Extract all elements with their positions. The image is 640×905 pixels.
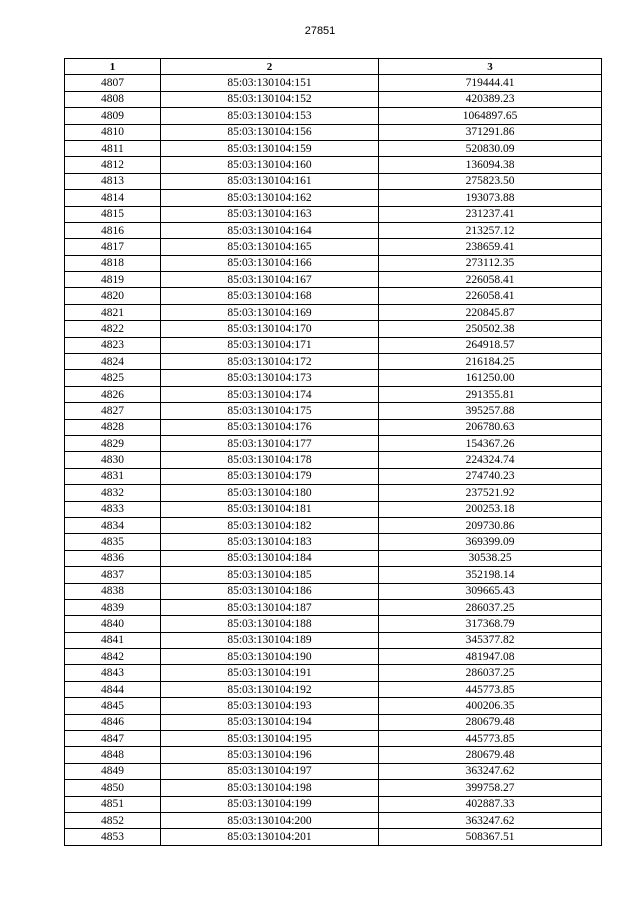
cadastral-number-cell: 85:03:130104:171 (161, 337, 379, 353)
value-cell: 400206.35 (379, 698, 602, 714)
value-cell: 154367.26 (379, 435, 602, 451)
value-cell: 264918.57 (379, 337, 602, 353)
table-row (65, 796, 602, 812)
row-number-cell: 4832 (65, 485, 161, 501)
row-number-cell: 4824 (65, 354, 161, 370)
table-row (65, 239, 602, 255)
row-number-cell: 4825 (65, 370, 161, 386)
cadastral-number-cell: 85:03:130104:156 (161, 124, 379, 140)
value-cell: 250502.38 (379, 321, 602, 337)
value-cell: 395257.88 (379, 403, 602, 419)
table-row (65, 354, 602, 370)
table-header-row (65, 59, 602, 75)
row-number-cell: 4815 (65, 206, 161, 222)
value-cell: 508367.51 (379, 829, 602, 845)
value-cell: 237521.92 (379, 485, 602, 501)
cadastral-number-cell: 85:03:130104:162 (161, 190, 379, 206)
table-row (65, 731, 602, 747)
value-cell: 213257.12 (379, 222, 602, 238)
cadastral-number-cell: 85:03:130104:193 (161, 698, 379, 714)
row-number-cell: 4851 (65, 796, 161, 812)
cadastral-number-cell: 85:03:130104:170 (161, 321, 379, 337)
table-row (65, 534, 602, 550)
table-row (65, 108, 602, 124)
table-row (65, 567, 602, 583)
cadastral-number-cell: 85:03:130104:174 (161, 386, 379, 402)
table-row (65, 386, 602, 402)
row-number-cell: 4853 (65, 829, 161, 845)
table-row (65, 337, 602, 353)
table-row (65, 649, 602, 665)
value-cell: 226058.41 (379, 272, 602, 288)
value-cell: 445773.85 (379, 731, 602, 747)
table-row (65, 75, 602, 91)
table-row (65, 665, 602, 681)
row-number-cell: 4808 (65, 91, 161, 107)
value-cell: 273112.35 (379, 255, 602, 271)
row-number-cell: 4846 (65, 714, 161, 730)
value-cell: 369399.09 (379, 534, 602, 550)
cadastral-number-cell: 85:03:130104:161 (161, 173, 379, 189)
table-row (65, 550, 602, 566)
value-cell: 719444.41 (379, 75, 602, 91)
row-number-cell: 4835 (65, 534, 161, 550)
row-number-cell: 4826 (65, 386, 161, 402)
table-row (65, 419, 602, 435)
row-number-cell: 4812 (65, 157, 161, 173)
table-row (65, 681, 602, 697)
registry-table (64, 58, 602, 846)
row-number-cell: 4822 (65, 321, 161, 337)
row-number-cell: 4827 (65, 403, 161, 419)
value-cell: 520830.09 (379, 140, 602, 156)
row-number-cell: 4830 (65, 452, 161, 468)
value-cell: 345377.82 (379, 632, 602, 648)
cadastral-number-cell: 85:03:130104:182 (161, 517, 379, 533)
value-cell: 161250.00 (379, 370, 602, 386)
column-header-2: 2 (161, 59, 379, 75)
row-number-cell: 4823 (65, 337, 161, 353)
value-cell: 216184.25 (379, 354, 602, 370)
cadastral-number-cell: 85:03:130104:160 (161, 157, 379, 173)
row-number-cell: 4814 (65, 190, 161, 206)
table-row (65, 698, 602, 714)
table-row (65, 812, 602, 828)
table-row (65, 501, 602, 517)
value-cell: 193073.88 (379, 190, 602, 206)
row-number-cell: 4810 (65, 124, 161, 140)
cadastral-number-cell: 85:03:130104:180 (161, 485, 379, 501)
table-row (65, 829, 602, 845)
cadastral-number-cell: 85:03:130104:163 (161, 206, 379, 222)
cadastral-number-cell: 85:03:130104:187 (161, 599, 379, 615)
value-cell: 481947.08 (379, 649, 602, 665)
value-cell: 445773.85 (379, 681, 602, 697)
table-row (65, 91, 602, 107)
row-number-cell: 4840 (65, 616, 161, 632)
table-body (65, 75, 602, 845)
row-number-cell: 4829 (65, 435, 161, 451)
cadastral-number-cell: 85:03:130104:175 (161, 403, 379, 419)
value-cell: 206780.63 (379, 419, 602, 435)
row-number-cell: 4834 (65, 517, 161, 533)
row-number-cell: 4845 (65, 698, 161, 714)
row-number-cell: 4847 (65, 731, 161, 747)
table-row (65, 140, 602, 156)
row-number-cell: 4850 (65, 780, 161, 796)
value-cell: 220845.87 (379, 304, 602, 320)
cadastral-number-cell: 85:03:130104:196 (161, 747, 379, 763)
row-number-cell: 4841 (65, 632, 161, 648)
table-row (65, 485, 602, 501)
table-row (65, 616, 602, 632)
row-number-cell: 4838 (65, 583, 161, 599)
table-row (65, 321, 602, 337)
cadastral-number-cell: 85:03:130104:185 (161, 567, 379, 583)
page-number: 27851 (304, 25, 336, 37)
row-number-cell: 4848 (65, 747, 161, 763)
row-number-cell: 4849 (65, 763, 161, 779)
cadastral-number-cell: 85:03:130104:178 (161, 452, 379, 468)
cadastral-number-cell: 85:03:130104:176 (161, 419, 379, 435)
table-row (65, 124, 602, 140)
value-cell: 238659.41 (379, 239, 602, 255)
value-cell: 420389.23 (379, 91, 602, 107)
cadastral-number-cell: 85:03:130104:194 (161, 714, 379, 730)
cadastral-number-cell: 85:03:130104:151 (161, 75, 379, 91)
table-row (65, 452, 602, 468)
table-row (65, 517, 602, 533)
value-cell: 30538.25 (379, 550, 602, 566)
value-cell: 352198.14 (379, 567, 602, 583)
row-number-cell: 4837 (65, 567, 161, 583)
value-cell: 280679.48 (379, 714, 602, 730)
cadastral-number-cell: 85:03:130104:201 (161, 829, 379, 845)
cadastral-number-cell: 85:03:130104:199 (161, 796, 379, 812)
cadastral-number-cell: 85:03:130104:165 (161, 239, 379, 255)
row-number-cell: 4839 (65, 599, 161, 615)
table-row (65, 206, 602, 222)
row-number-cell: 4843 (65, 665, 161, 681)
row-number-cell: 4836 (65, 550, 161, 566)
row-number-cell: 4809 (65, 108, 161, 124)
table-row (65, 403, 602, 419)
row-number-cell: 4852 (65, 812, 161, 828)
row-number-cell: 4833 (65, 501, 161, 517)
table-row (65, 304, 602, 320)
value-cell: 209730.86 (379, 517, 602, 533)
cadastral-number-cell: 85:03:130104:166 (161, 255, 379, 271)
table-row (65, 255, 602, 271)
row-number-cell: 4842 (65, 649, 161, 665)
table-row (65, 583, 602, 599)
cadastral-number-cell: 85:03:130104:200 (161, 812, 379, 828)
table-row (65, 747, 602, 763)
cadastral-number-cell: 85:03:130104:172 (161, 354, 379, 370)
value-cell: 286037.25 (379, 665, 602, 681)
table-row (65, 157, 602, 173)
value-cell: 286037.25 (379, 599, 602, 615)
cadastral-number-cell: 85:03:130104:164 (161, 222, 379, 238)
row-number-cell: 4816 (65, 222, 161, 238)
value-cell: 402887.33 (379, 796, 602, 812)
value-cell: 200253.18 (379, 501, 602, 517)
value-cell: 309665.43 (379, 583, 602, 599)
row-number-cell: 4820 (65, 288, 161, 304)
cadastral-number-cell: 85:03:130104:198 (161, 780, 379, 796)
value-cell: 399758.27 (379, 780, 602, 796)
value-cell: 224324.74 (379, 452, 602, 468)
value-cell: 291355.81 (379, 386, 602, 402)
table-row (65, 435, 602, 451)
table-row (65, 272, 602, 288)
table-row (65, 173, 602, 189)
row-number-cell: 4818 (65, 255, 161, 271)
cadastral-number-cell: 85:03:130104:192 (161, 681, 379, 697)
row-number-cell: 4819 (65, 272, 161, 288)
column-header-3: 3 (379, 59, 602, 75)
table-row (65, 763, 602, 779)
cadastral-number-cell: 85:03:130104:167 (161, 272, 379, 288)
row-number-cell: 4813 (65, 173, 161, 189)
value-cell: 317368.79 (379, 616, 602, 632)
cadastral-number-cell: 85:03:130104:159 (161, 140, 379, 156)
cadastral-number-cell: 85:03:130104:189 (161, 632, 379, 648)
table-row (65, 780, 602, 796)
cadastral-number-cell: 85:03:130104:191 (161, 665, 379, 681)
table-row (65, 190, 602, 206)
row-number-cell: 4821 (65, 304, 161, 320)
cadastral-number-cell: 85:03:130104:186 (161, 583, 379, 599)
table-row (65, 468, 602, 484)
cadastral-number-cell: 85:03:130104:169 (161, 304, 379, 320)
row-number-cell: 4811 (65, 140, 161, 156)
cadastral-number-cell: 85:03:130104:181 (161, 501, 379, 517)
table-row (65, 288, 602, 304)
row-number-cell: 4831 (65, 468, 161, 484)
row-number-cell: 4828 (65, 419, 161, 435)
table-row (65, 632, 602, 648)
cadastral-number-cell: 85:03:130104:153 (161, 108, 379, 124)
table-row (65, 222, 602, 238)
cadastral-number-cell: 85:03:130104:188 (161, 616, 379, 632)
value-cell: 275823.50 (379, 173, 602, 189)
row-number-cell: 4817 (65, 239, 161, 255)
cadastral-number-cell: 85:03:130104:184 (161, 550, 379, 566)
value-cell: 231237.41 (379, 206, 602, 222)
value-cell: 226058.41 (379, 288, 602, 304)
value-cell: 363247.62 (379, 763, 602, 779)
cadastral-number-cell: 85:03:130104:152 (161, 91, 379, 107)
value-cell: 1064897.65 (379, 108, 602, 124)
row-number-cell: 4844 (65, 681, 161, 697)
row-number-cell: 4807 (65, 75, 161, 91)
table-row (65, 714, 602, 730)
column-header-1: 1 (65, 59, 161, 75)
cadastral-number-cell: 85:03:130104:197 (161, 763, 379, 779)
cadastral-number-cell: 85:03:130104:179 (161, 468, 379, 484)
cadastral-number-cell: 85:03:130104:195 (161, 731, 379, 747)
cadastral-number-cell: 85:03:130104:168 (161, 288, 379, 304)
cadastral-number-cell: 85:03:130104:173 (161, 370, 379, 386)
value-cell: 363247.62 (379, 812, 602, 828)
cadastral-number-cell: 85:03:130104:177 (161, 435, 379, 451)
value-cell: 280679.48 (379, 747, 602, 763)
table-row (65, 370, 602, 386)
value-cell: 274740.23 (379, 468, 602, 484)
value-cell: 136094.38 (379, 157, 602, 173)
table-row (65, 599, 602, 615)
cadastral-number-cell: 85:03:130104:183 (161, 534, 379, 550)
cadastral-number-cell: 85:03:130104:190 (161, 649, 379, 665)
value-cell: 371291.86 (379, 124, 602, 140)
